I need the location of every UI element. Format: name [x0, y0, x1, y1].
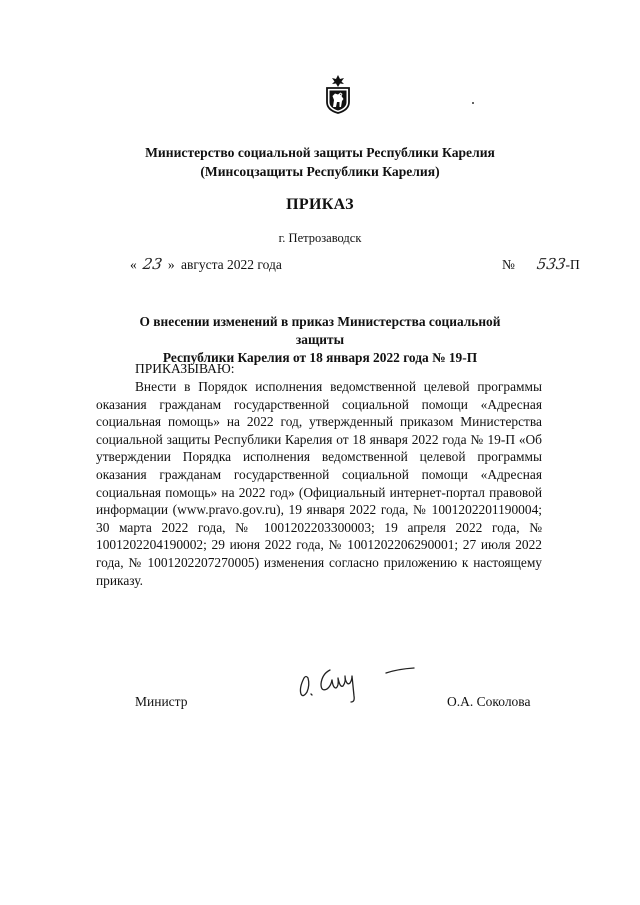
date-day-handwritten: 23 — [141, 255, 164, 273]
document-type: ПРИКАЗ — [286, 196, 354, 213]
order-word: ПРИКАЗЫВАЮ: — [135, 361, 235, 376]
order-body-paragraph: Внести в Порядок исполнения ведомственной целевой программы оказания гражданам государственной социальной помощи «Адресная социальная помощь» на 2022 год, утвержденный приказом Министерства социальной защиты Республики Карелия от 18 января 2022 года № 19-П «Об утверждении Порядка исполнения ведомственной целевой программы оказания гражданам государственной социальной помощи «Адресная социальная помощь» на 2022 год» (Официальный интернет-портал правовой информации (www.pravo.gov.ru), 19 января 2022 года, № 1001202201190004; 30 марта 2022 года, № 1001202203300003; 19 апреля 2022 года, № 1001202204190002; 29 июня 2022 года, № 1001202206290001; 27 июля 2022 года, № 1001202207270005) изменения согласно приложению к настоящему приказу. — [96, 379, 542, 588]
subject-line1: О внесении изменений в приказ Министерства социальной защиты — [139, 314, 501, 347]
date-close-quote: » — [167, 257, 175, 272]
coat-of-arms-icon — [325, 74, 351, 114]
signature-mark — [294, 656, 420, 706]
ministry-name-line1: Министерство социальной защиты Республики Карелия — [145, 145, 495, 160]
document-subject — [120, 313, 520, 367]
date-month-year: августа 2022 года — [180, 257, 282, 272]
subject-line2: Республики Карелия от 18 января 2022 года № 19-П — [162, 350, 478, 365]
document-date — [127, 255, 282, 273]
city: г. Петрозаводск — [278, 231, 362, 245]
ministry-name — [100, 143, 540, 181]
scan-speck — [472, 102, 474, 104]
document-number — [502, 255, 580, 273]
ministry-name-line2: (Минсоцзащиты Республики Карелия) — [200, 164, 440, 179]
number-value-handwritten: 533 — [535, 255, 567, 273]
number-suffix: -П — [565, 257, 580, 272]
signer-name: О.А. Соколова — [447, 694, 531, 709]
date-open-quote: « — [130, 257, 137, 272]
signer-role: Министр — [135, 694, 188, 709]
number-sign: № — [502, 257, 515, 272]
